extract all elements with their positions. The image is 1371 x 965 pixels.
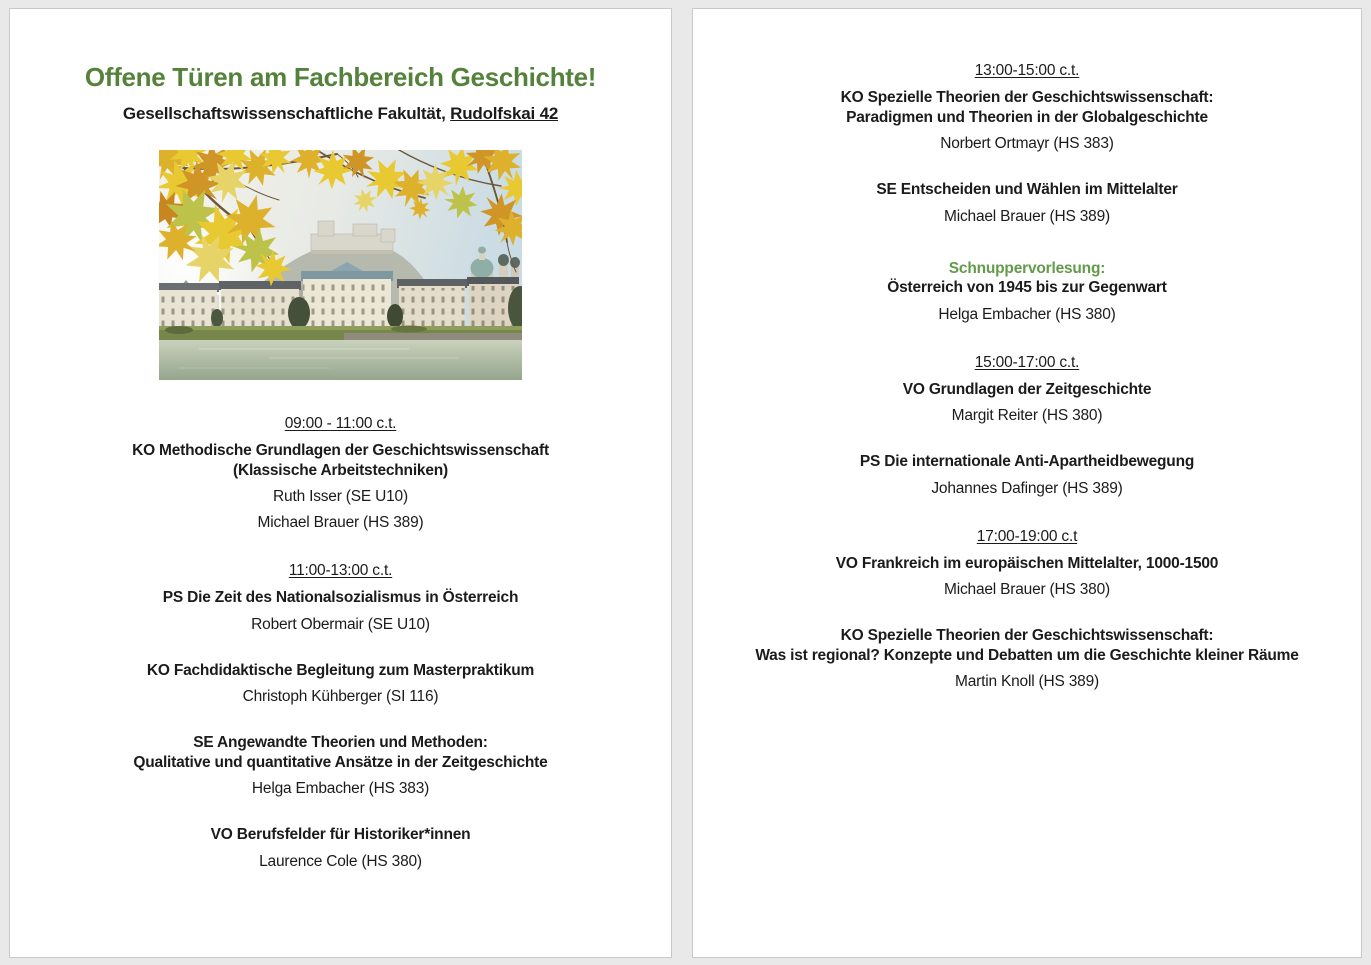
- time-block: [10, 562, 671, 871]
- course-title: SE Angewandte Theorien und Methoden:: [193, 734, 488, 751]
- time-heading: 15:00-17:00 c.t.: [974, 353, 1080, 371]
- course-lecturer: Norbert Ortmayr (HS 383): [940, 135, 1114, 152]
- course-entry: [693, 380, 1361, 426]
- course-entry: [10, 588, 671, 634]
- course-lecturer: Ruth Isser (SE U10): [273, 488, 408, 505]
- time-block: [693, 62, 1361, 324]
- course-title: KO Methodische Grundlagen der Geschichtswissenschaft: [132, 442, 549, 459]
- course-lecturer: Michael Brauer (HS 389): [944, 207, 1110, 225]
- page-title: Offene Türen am Fachbereich Geschichte!: [84, 62, 597, 92]
- course-entry: [10, 733, 671, 798]
- course-entry: [693, 88, 1361, 153]
- course-entry: [693, 626, 1361, 691]
- course-lecturer: Robert Obermair (SE U10): [251, 615, 430, 633]
- course-lecturer: Helga Embacher (HS 383): [251, 780, 430, 797]
- course-lecturer: Margit Reiter (HS 380): [951, 407, 1103, 424]
- subtitle-text: Gesellschaftswissenschaftliche Fakultät,: [122, 104, 451, 123]
- schedule-right: [693, 9, 1361, 691]
- course-title: Paradigmen und Theorien in der Globalgeschichte: [846, 108, 1208, 126]
- course-lecturer: Laurence Cole (HS 380): [259, 852, 422, 870]
- time-heading: 13:00-15:00 c.t.: [974, 62, 1080, 79]
- course-lecturer: Michael Brauer (HS 380): [944, 581, 1110, 598]
- time-heading: 17:00-19:00 c.t: [976, 527, 1078, 545]
- course-title: Österreich von 1945 bis zur Gegenwart: [887, 279, 1167, 296]
- page-subtitle: [10, 104, 671, 124]
- document-page-2: [692, 8, 1362, 958]
- time-block: [693, 354, 1361, 498]
- salzburg-photo: [159, 150, 522, 380]
- course-entry: [693, 259, 1361, 324]
- course-entry: [693, 554, 1361, 600]
- course-lecturer: Helga Embacher (HS 380): [938, 305, 1116, 323]
- course-title: (Klassische Arbeitstechniken): [232, 461, 448, 479]
- document-page-1: [9, 8, 672, 958]
- course-title: Qualitative und quantitative Ansätze in der Zeitgeschichte: [133, 753, 548, 771]
- subtitle-address: Rudolfskai 42: [450, 104, 559, 123]
- time-block: [10, 415, 671, 532]
- course-title: PS Die Zeit des Nationalsozialismus in Österreich: [162, 589, 519, 606]
- course-entry: [693, 180, 1361, 226]
- course-lecturer: Johannes Dafinger (HS 389): [931, 479, 1123, 497]
- course-label: Schnuppervorlesung:: [948, 259, 1106, 277]
- course-title: VO Grundlagen der Zeitgeschichte: [902, 380, 1152, 398]
- course-title: PS Die internationale Anti-Apartheidbewegung: [859, 453, 1195, 470]
- course-entry: [693, 452, 1361, 498]
- course-lecturer: Michael Brauer (HS 389): [257, 514, 424, 531]
- course-lecturer: Christoph Kühberger (SI 116): [242, 688, 439, 705]
- course-title: VO Berufsfelder für Historiker*innen: [210, 826, 471, 843]
- time-heading: 11:00-13:00 c.t.: [288, 562, 393, 579]
- course-title: Was ist regional? Konzepte und Debatten um die Geschichte kleiner Räume: [755, 646, 1299, 664]
- course-title: KO Spezielle Theorien der Geschichtswissenschaft:: [840, 627, 1214, 644]
- time-block: [693, 528, 1361, 692]
- time-heading: 09:00 - 11:00 c.t.: [284, 415, 397, 432]
- course-title: VO Frankreich im europäischen Mittelalter, 1000-1500: [835, 554, 1219, 572]
- course-title: KO Spezielle Theorien der Geschichtswissenschaft:: [840, 89, 1214, 106]
- schedule-left: [10, 415, 671, 871]
- course-lecturer: Martin Knoll (HS 389): [955, 673, 1099, 690]
- course-entry: [10, 441, 671, 532]
- course-title: SE Entscheiden und Wählen im Mittelalter: [876, 181, 1178, 198]
- course-entry: [10, 661, 671, 707]
- course-entry: [10, 825, 671, 871]
- course-title: KO Fachdidaktische Begleitung zum Masterpraktikum: [146, 661, 535, 679]
